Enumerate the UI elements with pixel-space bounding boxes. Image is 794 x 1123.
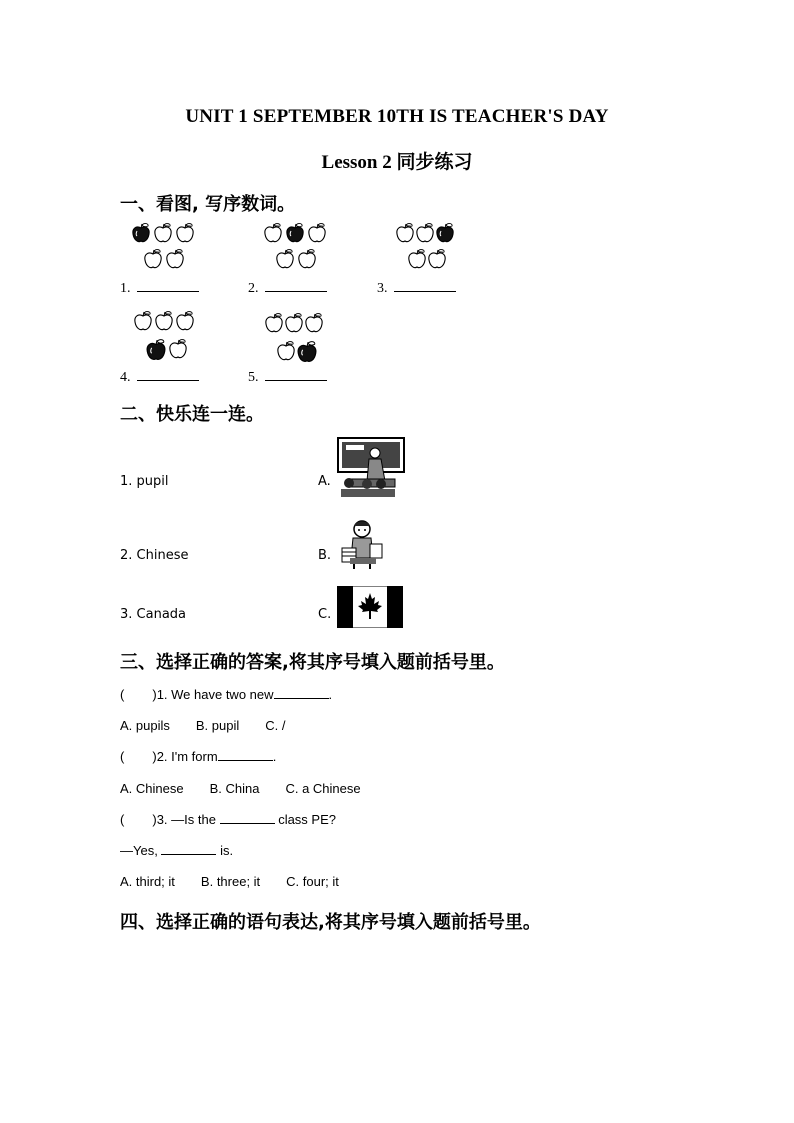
apple-group-5 [263,312,333,368]
apple-icon [133,223,149,241]
canada-flag-picture [337,586,403,628]
page-subtitle: Lesson 2 同步练习 [321,152,473,173]
apple-icon [309,223,325,241]
apple-icon [155,223,171,241]
apple-group-4 [132,310,202,366]
option-b: B. pupil [195,718,240,733]
option-c: C. four; it [286,874,339,889]
ordinal-item-1: 1. [120,281,199,297]
section-4-heading: 四、选择正确的语句表达,将其序号填入题前括号里。 [120,912,541,933]
match-word-3: 3. Canada [120,607,187,622]
question-1-options [120,718,311,733]
apple-icon [298,342,316,362]
option-a: A. third; it [120,874,175,889]
apple-icon [299,249,315,267]
apple-icon [266,313,282,331]
match-letter-b: B. [318,548,332,563]
match-word-2: 2. Chinese [120,548,189,563]
apple-icon [167,249,183,267]
apple-icon [397,223,413,241]
question-3-options [120,874,365,889]
option-c: C. a Chinese [285,781,361,796]
match-word-1: 1. pupil [120,474,169,489]
apple-icon [429,249,445,267]
option-a: A. pupils [120,718,170,733]
apple-group-2 [262,222,332,274]
apple-icon [306,313,322,331]
section-1-heading: 一、看图, 写序数词。 [120,194,296,215]
page-title: UNIT 1 SEPTEMBER 10TH IS TEACHER'S DAY [185,106,609,127]
question-1: ( )1. We have two new . [120,687,333,702]
answer-blank[interactable] [265,281,327,292]
ordinal-item-3: 3. [377,281,456,297]
ordinal-item-4: 4. [120,370,199,386]
apple-group-3 [394,222,464,274]
ordinal-item-5: 5. [248,370,327,386]
question-2: ( )2. I'm form . [120,749,277,764]
apple-icon [135,311,151,329]
apple-icon [177,311,193,329]
option-a: A. Chinese [120,781,184,796]
apple-icon [277,249,293,267]
question-3: ( )3. —Is the class PE? [120,812,336,827]
answer-blank[interactable] [220,813,275,824]
answer-blank[interactable] [137,370,199,381]
answer-blank[interactable] [265,370,327,381]
apple-icon [278,341,294,359]
apple-icon [170,339,186,357]
ordinal-item-2: 2. [248,281,327,297]
apple-icon [177,223,193,241]
question-2-options [120,781,387,796]
section-2-heading: 二、快乐连一连。 [120,404,264,425]
section-3-heading: 三、选择正确的答案,将其序号填入题前括号里。 [120,652,505,673]
apple-icon [145,249,161,267]
apple-icon [147,340,165,360]
match-letter-c: C. [318,607,332,622]
option-b: B. three; it [200,874,261,889]
apple-icon [409,249,425,267]
answer-blank[interactable] [274,688,329,699]
pupil-picture [340,518,386,570]
apple-icon [265,223,281,241]
apple-icon [286,313,302,331]
apple-icon [437,223,453,241]
apple-group-1 [130,222,200,274]
option-b: B. China [209,781,260,796]
answer-blank[interactable] [137,281,199,292]
apple-icon [156,311,172,329]
apple-icon [287,223,303,241]
answer-blank[interactable] [218,750,273,761]
option-c: C. / [265,718,286,733]
answer-blank[interactable] [394,281,456,292]
teacher-classroom-picture [337,437,405,499]
match-letter-a: A. [318,474,331,489]
answer-blank[interactable] [161,844,216,855]
question-3-line-2: —Yes, is. [120,843,234,858]
apple-icon [417,223,433,241]
